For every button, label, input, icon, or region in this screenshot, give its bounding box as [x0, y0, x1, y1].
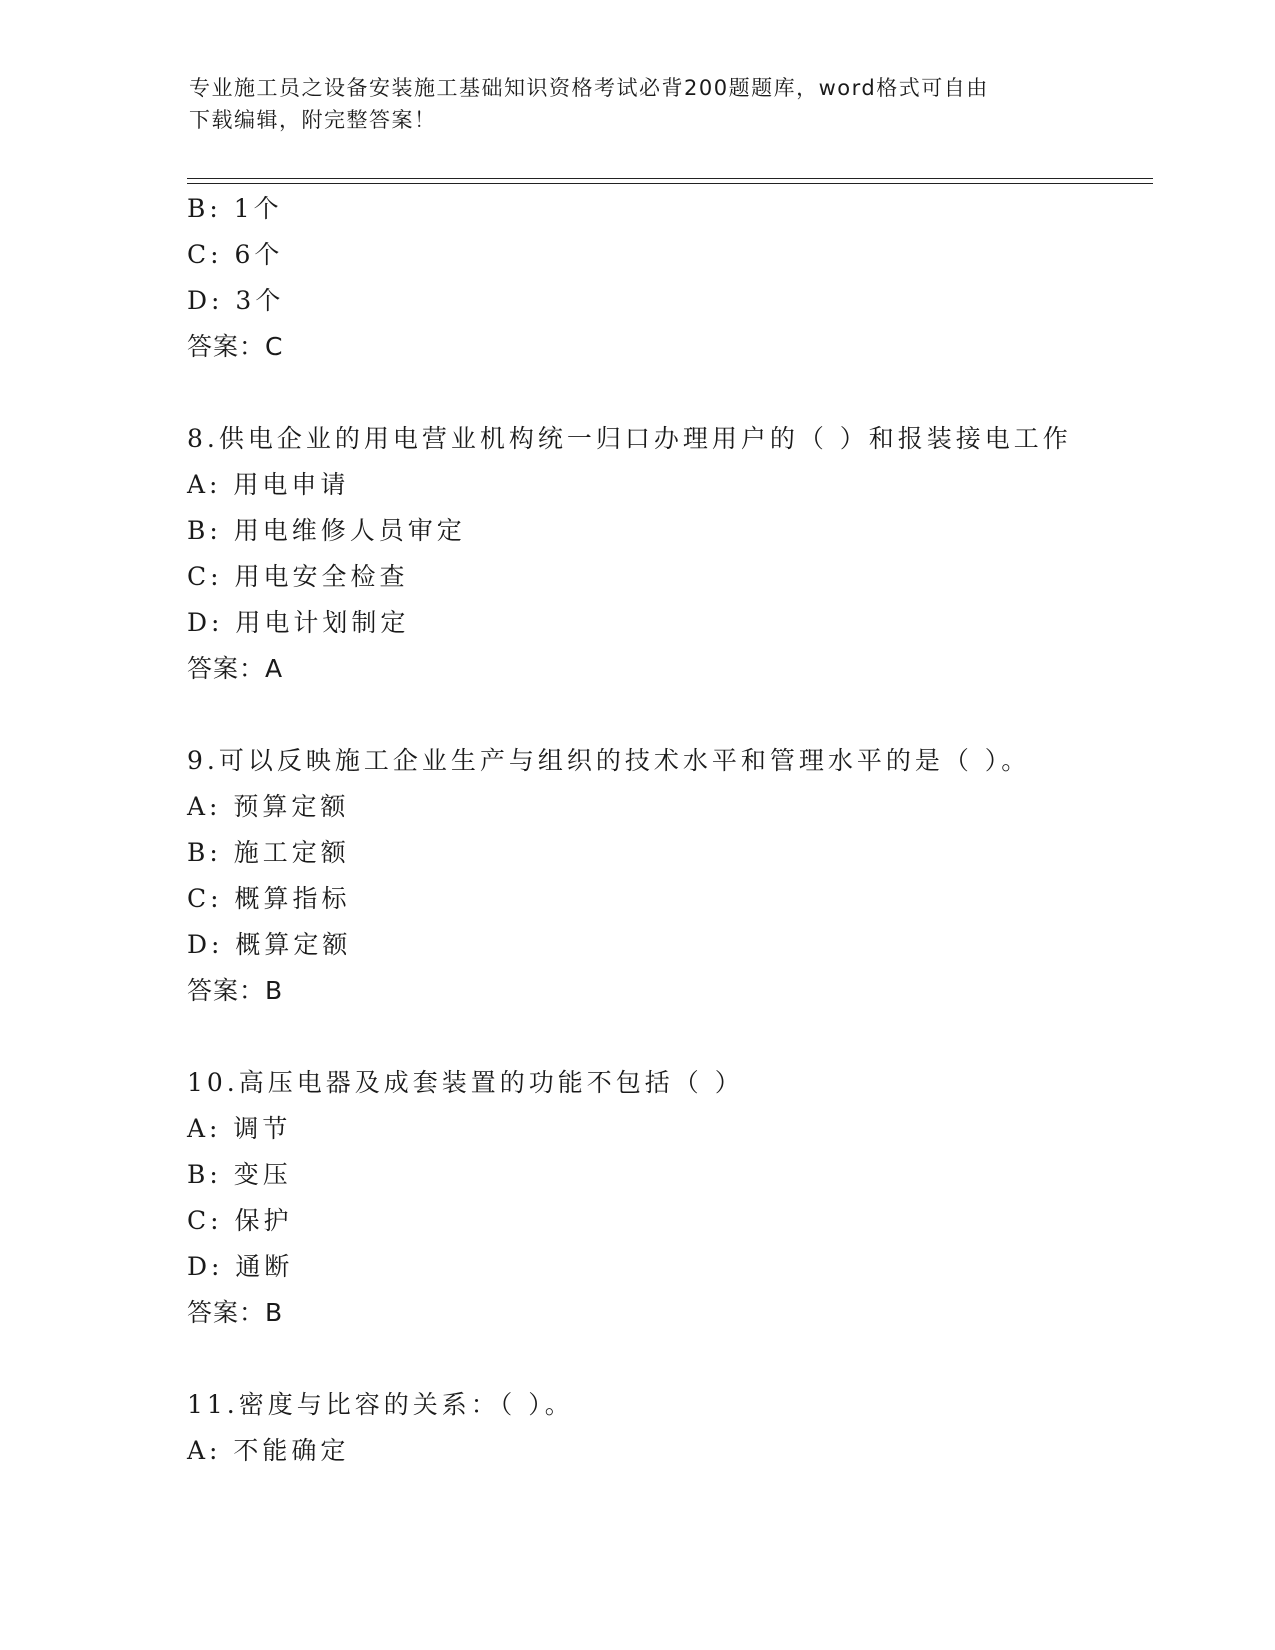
question-stem: 8.供电企业的用电营业机构统一归口办理用户的（ ）和报装接电工作 — [187, 424, 1072, 453]
question-stem: 10.高压电器及成套装置的功能不包括（ ） — [187, 1068, 744, 1097]
option-d: D: 概算定额 — [187, 930, 352, 959]
option-d: D: 3个 — [187, 286, 285, 315]
answer-line: 答案：B — [187, 976, 284, 1005]
option-c: C: 6个 — [187, 240, 284, 269]
option-c: C: 用电安全检查 — [187, 562, 409, 591]
header-divider-bottom — [187, 183, 1153, 184]
question-list — [187, 186, 1147, 1474]
question-11 — [187, 1382, 1147, 1474]
option-a: A: 不能确定 — [187, 1436, 350, 1465]
header-line-2: 下载编辑，附完整答案！ — [189, 108, 437, 132]
spacer — [187, 1336, 1147, 1382]
option-b: B: 1个 — [187, 194, 283, 223]
option-b: B: 用电维修人员审定 — [187, 516, 466, 545]
option-d: D: 用电计划制定 — [187, 608, 410, 637]
header-line-1: 专业施工员之设备安装施工基础知识资格考试必背200题题库，word格式可自由 — [189, 76, 989, 100]
spacer — [187, 692, 1147, 738]
header-divider-top — [187, 178, 1153, 179]
question-10 — [187, 1060, 1147, 1336]
spacer — [187, 370, 1147, 416]
answer-line: 答案：B — [187, 1298, 284, 1327]
option-a: A: 调节 — [187, 1114, 292, 1143]
question-stem: 9.可以反映施工企业生产与组织的技术水平和管理水平的是（ ）。 — [187, 746, 1031, 775]
spacer — [187, 1014, 1147, 1060]
question-7-continued — [187, 186, 1147, 370]
option-b: B: 变压 — [187, 1160, 292, 1189]
option-d: D: 通断 — [187, 1252, 294, 1281]
question-stem: 11.密度与比容的关系：（ ）。 — [187, 1390, 574, 1419]
answer-line: 答案：A — [187, 654, 284, 683]
answer-line: 答案：C — [187, 332, 284, 361]
question-9 — [187, 738, 1147, 1014]
option-c: C: 概算指标 — [187, 884, 351, 913]
option-a: A: 用电申请 — [187, 470, 350, 499]
document-header — [189, 72, 1069, 136]
option-b: B: 施工定额 — [187, 838, 350, 867]
question-8 — [187, 416, 1147, 692]
option-a: A: 预算定额 — [187, 792, 350, 821]
option-c: C: 保护 — [187, 1206, 293, 1235]
